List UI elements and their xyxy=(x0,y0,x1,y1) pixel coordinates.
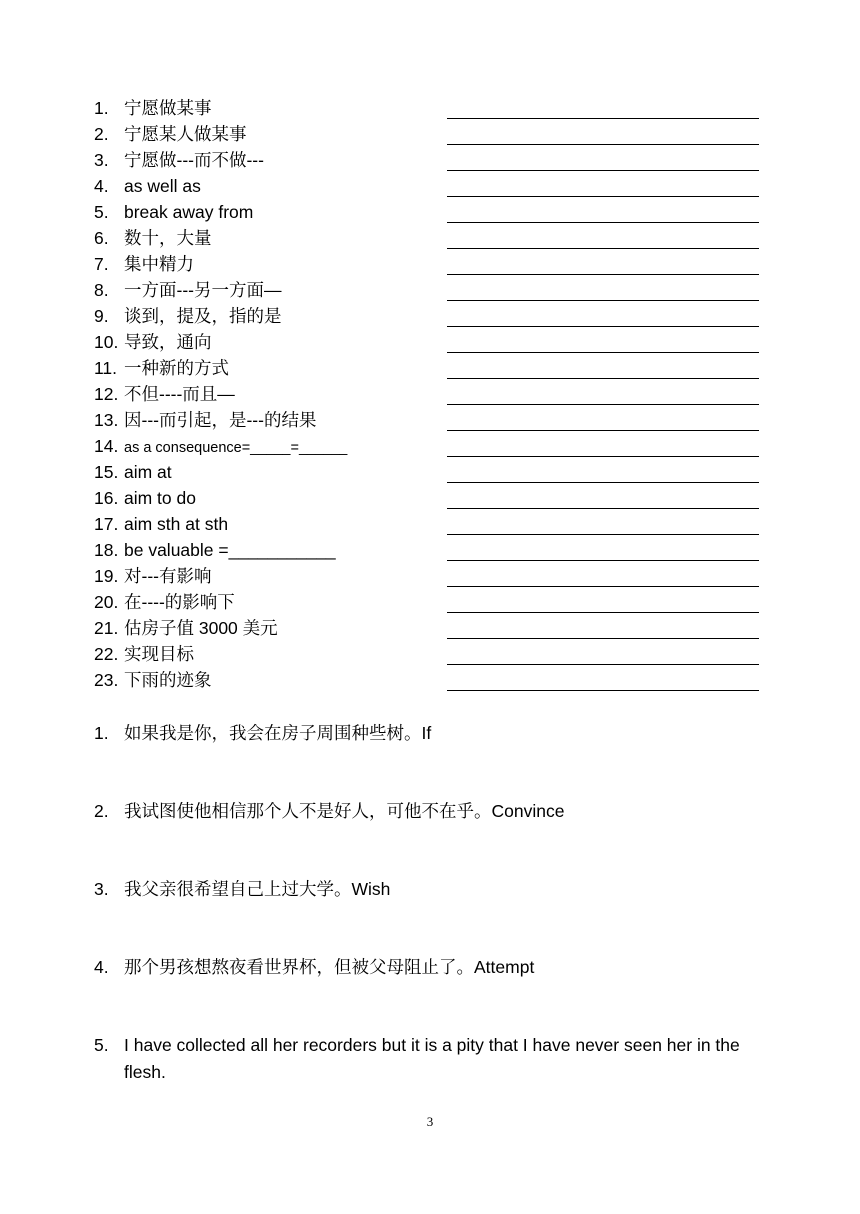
answer-line[interactable] xyxy=(447,300,759,301)
vocab-item xyxy=(94,511,774,537)
vocab-term: aim sth at sth xyxy=(124,514,229,534)
vocab-term: as a consequence=_____=______ xyxy=(124,440,348,456)
vocab-number: 16. xyxy=(94,488,119,508)
vocab-item xyxy=(94,407,774,433)
vocab-item xyxy=(94,95,774,121)
answer-line[interactable] xyxy=(447,170,759,171)
vocab-number: 15. xyxy=(94,462,119,482)
vocab-item xyxy=(94,667,774,693)
answer-line[interactable] xyxy=(447,638,759,639)
sentence-item xyxy=(94,798,784,825)
sentence-number: 2. xyxy=(94,801,109,821)
vocab-item xyxy=(94,355,774,381)
vocab-item xyxy=(94,329,774,355)
sentence-item xyxy=(94,720,784,747)
vocab-number: 6. xyxy=(94,228,109,248)
vocab-number: 4. xyxy=(94,176,109,196)
vocab-term: 数十，大量 xyxy=(124,228,212,248)
vocab-number: 13. xyxy=(94,410,119,430)
vocab-item xyxy=(94,277,774,303)
answer-line[interactable] xyxy=(447,274,759,275)
answer-line[interactable] xyxy=(447,534,759,535)
vocab-number: 7. xyxy=(94,254,109,274)
vocab-item xyxy=(94,459,774,485)
vocab-item xyxy=(94,303,774,329)
vocab-term: aim to do xyxy=(124,488,196,508)
vocab-number: 2. xyxy=(94,124,109,144)
answer-line[interactable] xyxy=(447,664,759,665)
vocab-item xyxy=(94,485,774,511)
answer-line[interactable] xyxy=(447,560,759,561)
vocab-number: 8. xyxy=(94,280,109,300)
vocab-item xyxy=(94,589,774,615)
vocab-item xyxy=(94,615,774,641)
answer-line[interactable] xyxy=(447,196,759,197)
sentence-text: 我父亲很希望自己上过大学。Wish xyxy=(124,879,391,899)
vocab-number: 1. xyxy=(94,98,109,118)
vocab-number: 11. xyxy=(94,358,118,378)
answer-line[interactable] xyxy=(447,222,759,223)
vocab-term: 谈到，提及，指的是 xyxy=(124,306,282,326)
vocab-term: aim at xyxy=(124,462,172,482)
answer-line[interactable] xyxy=(447,326,759,327)
sentence-number: 4. xyxy=(94,957,109,977)
vocabulary-list xyxy=(94,95,774,693)
vocab-item xyxy=(94,173,774,199)
sentence-text: 如果我是你，我会在房子周围种些树。If xyxy=(124,723,432,743)
vocab-number: 18. xyxy=(94,540,119,560)
sentence-number: 3. xyxy=(94,879,109,899)
vocab-item xyxy=(94,251,774,277)
vocab-term: 一方面---另一方面— xyxy=(124,280,282,300)
vocab-item xyxy=(94,563,774,589)
answer-line[interactable] xyxy=(447,430,759,431)
vocab-term: 估房子值 3000 美元 xyxy=(124,618,278,638)
sentence-item xyxy=(94,876,784,903)
vocab-term: 在----的影响下 xyxy=(124,592,235,612)
vocab-number: 19. xyxy=(94,566,119,586)
vocab-number: 17. xyxy=(94,514,119,534)
answer-line[interactable] xyxy=(447,690,759,691)
answer-line[interactable] xyxy=(447,482,759,483)
vocab-term: 对---有影响 xyxy=(124,566,212,586)
sentence-number: 1. xyxy=(94,723,109,743)
answer-line[interactable] xyxy=(447,456,759,457)
vocab-term: 导致，通向 xyxy=(124,332,212,352)
vocab-number: 12. xyxy=(94,384,119,404)
vocab-term: 因---而引起，是---的结果 xyxy=(124,410,317,430)
answer-line[interactable] xyxy=(447,144,759,145)
page-number: 3 xyxy=(426,1114,434,1129)
sentence-item xyxy=(94,954,784,981)
vocab-term: break away from xyxy=(124,202,254,222)
answer-line[interactable] xyxy=(447,118,759,119)
vocab-number: 21. xyxy=(94,618,119,638)
sentence-number: 5. xyxy=(94,1035,109,1055)
translation-list xyxy=(94,720,784,1137)
answer-line[interactable] xyxy=(447,508,759,509)
vocab-term: 下雨的迹象 xyxy=(124,670,212,690)
vocab-number: 22. xyxy=(94,644,119,664)
vocab-number: 14. xyxy=(94,436,119,456)
answer-line[interactable] xyxy=(447,404,759,405)
vocab-item xyxy=(94,641,774,667)
vocab-term: 宁愿某人做某事 xyxy=(124,124,247,144)
vocab-term: 宁愿做---而不做--- xyxy=(124,150,264,170)
vocab-number: 5. xyxy=(94,202,109,222)
vocab-item xyxy=(94,433,774,459)
vocab-number: 10. xyxy=(94,332,119,352)
sentence-text: I have collected all her recorders but it is a pity that I have never seen her in the flesh. xyxy=(124,1035,740,1082)
sentence-text: 我试图使他相信那个人不是好人，可他不在乎。Convince xyxy=(124,801,565,821)
answer-line[interactable] xyxy=(447,586,759,587)
answer-line[interactable] xyxy=(447,378,759,379)
vocab-term: 集中精力 xyxy=(124,254,194,274)
vocab-term: 实现目标 xyxy=(124,644,194,664)
vocab-item xyxy=(94,147,774,173)
sentence-item xyxy=(94,1032,784,1086)
answer-line[interactable] xyxy=(447,612,759,613)
vocab-number: 23. xyxy=(94,670,119,690)
vocab-number: 3. xyxy=(94,150,109,170)
vocab-term: 宁愿做某事 xyxy=(124,98,212,118)
vocab-item xyxy=(94,225,774,251)
vocab-item xyxy=(94,199,774,225)
vocab-item xyxy=(94,381,774,407)
answer-line[interactable] xyxy=(447,352,759,353)
vocab-number: 9. xyxy=(94,306,109,326)
vocab-number: 20. xyxy=(94,592,119,612)
vocab-term: be valuable =___________ xyxy=(124,540,336,560)
vocab-item xyxy=(94,121,774,147)
vocab-term: 不但----而且— xyxy=(124,384,235,404)
vocab-term: as well as xyxy=(124,176,201,196)
sentence-text: 那个男孩想熬夜看世界杯，但被父母阻止了。Attempt xyxy=(124,957,535,977)
vocab-term: 一种新的方式 xyxy=(124,358,229,378)
vocab-item xyxy=(94,537,774,563)
answer-line[interactable] xyxy=(447,248,759,249)
